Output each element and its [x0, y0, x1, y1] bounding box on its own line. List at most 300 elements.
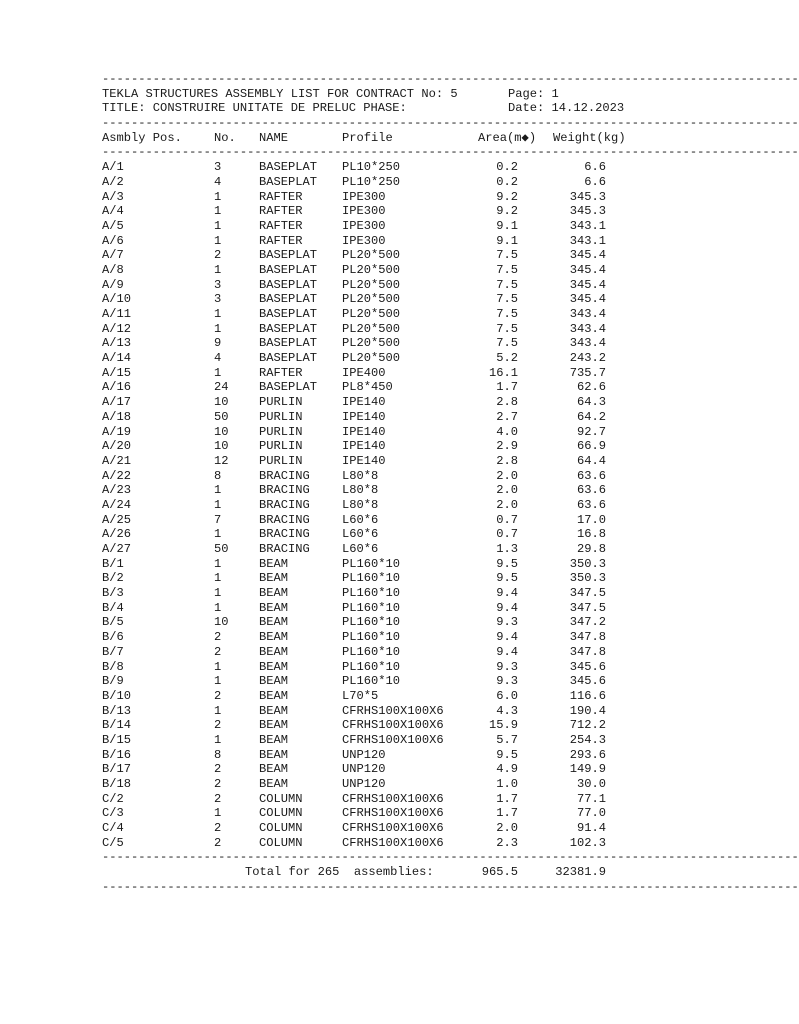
- cell-no: 2: [214, 644, 222, 659]
- cell-pos: B/5: [102, 615, 124, 630]
- cell-weight: 16.8: [576, 527, 606, 542]
- cell-pos: A/5: [102, 218, 124, 233]
- table-row: [102, 322, 660, 337]
- cell-name: BASEPLAT: [259, 160, 318, 175]
- cell-profile: CFRHS100X100X6: [342, 718, 444, 733]
- cell-name: BASEPLAT: [259, 321, 318, 336]
- cell-no: 24: [214, 380, 229, 395]
- cell-profile: IPE140: [342, 439, 386, 454]
- cell-pos: C/3: [102, 806, 124, 821]
- cell-name: BEAM: [259, 747, 289, 762]
- table-row: [102, 513, 660, 528]
- cell-pos: A/26: [102, 527, 132, 542]
- cell-weight: 347.8: [569, 644, 606, 659]
- cell-no: 2: [214, 248, 222, 263]
- cell-name: BRACING: [259, 542, 310, 556]
- cell-weight: 190.4: [569, 703, 606, 718]
- cell-name: BEAM: [259, 732, 289, 747]
- cell-pos: A/15: [102, 365, 132, 380]
- cell-weight: 64.2: [576, 409, 606, 424]
- cell-weight: 64.4: [576, 453, 606, 468]
- cell-profile: CFRHS100X100X6: [342, 821, 444, 836]
- table-row: [102, 175, 660, 190]
- cell-no: 1: [214, 497, 222, 512]
- table-row: [102, 542, 660, 557]
- table-row: [102, 160, 660, 175]
- cell-weight: 102.3: [569, 835, 606, 850]
- cell-name: RAFTER: [259, 204, 303, 219]
- cell-weight: 347.5: [569, 600, 606, 615]
- cell-name: BEAM: [259, 615, 289, 630]
- cell-weight: 345.6: [569, 674, 606, 689]
- cell-weight: 149.9: [569, 762, 606, 777]
- cell-area: 1.3: [496, 542, 518, 556]
- cell-area: 9.2: [496, 189, 518, 204]
- cell-profile: CFRHS100X100X6: [342, 791, 444, 806]
- cell-weight: 66.9: [576, 439, 606, 454]
- cell-profile: UNP120: [342, 747, 386, 762]
- table-row: [102, 351, 660, 366]
- cell-area: 2.0: [496, 821, 518, 836]
- cell-name: BEAM: [259, 556, 289, 571]
- cell-weight: 64.3: [576, 395, 606, 410]
- total-area: 965.5: [481, 865, 518, 880]
- cell-weight: 343.1: [569, 233, 606, 248]
- cell-no: 2: [214, 688, 222, 703]
- cell-area: 9.5: [496, 747, 518, 762]
- cell-profile: IPE140: [342, 409, 386, 424]
- cell-weight: 345.4: [569, 292, 606, 307]
- cell-profile: CFRHS100X100X6: [342, 806, 444, 821]
- cell-no: 2: [214, 791, 222, 806]
- cell-profile: CFRHS100X100X6: [342, 703, 444, 718]
- cell-area: 2.0: [496, 468, 518, 483]
- cell-profile: PL160*10: [342, 586, 401, 601]
- table-row: [102, 821, 660, 836]
- cell-no: 1: [214, 233, 222, 248]
- cell-weight: 350.3: [569, 556, 606, 571]
- cell-weight: 62.6: [576, 380, 606, 395]
- cell-area: 9.4: [496, 630, 518, 645]
- table-row: [102, 307, 660, 322]
- table-row: [102, 836, 660, 851]
- cell-name: BASEPLAT: [259, 307, 318, 321]
- table-row: [102, 527, 660, 542]
- cell-pos: A/11: [102, 307, 132, 321]
- table-row: [102, 469, 660, 484]
- cell-name: BRACING: [259, 512, 310, 527]
- table-row: [102, 278, 660, 293]
- cell-area: 4.0: [496, 424, 518, 439]
- cell-profile: CFRHS100X100X6: [342, 732, 444, 747]
- table-row: [102, 762, 660, 777]
- table-row: [102, 748, 660, 763]
- cell-name: BASEPLAT: [259, 277, 318, 292]
- cell-pos: B/15: [102, 732, 132, 747]
- cell-pos: B/3: [102, 586, 124, 601]
- cell-profile: PL160*10: [342, 659, 401, 674]
- cell-no: 1: [214, 189, 222, 204]
- cell-name: BEAM: [259, 600, 289, 615]
- cell-profile: L70*5: [342, 688, 379, 703]
- cell-no: 2: [214, 777, 222, 791]
- cell-profile: PL20*500: [342, 336, 401, 351]
- table-row: [102, 557, 660, 572]
- cell-area: 1.7: [496, 806, 518, 821]
- col-header-area: Area(m◆): [478, 130, 537, 145]
- cell-weight: 343.1: [569, 218, 606, 233]
- cell-pos: B/8: [102, 659, 124, 674]
- cell-weight: 29.8: [576, 542, 606, 556]
- cell-weight: 6.6: [584, 160, 606, 175]
- cell-no: 2: [214, 762, 222, 777]
- cell-weight: 30.0: [576, 777, 606, 791]
- cell-area: 0.7: [496, 527, 518, 542]
- cell-no: 9: [214, 336, 222, 351]
- cell-weight: 6.6: [584, 174, 606, 189]
- cell-profile: IPE140: [342, 453, 386, 468]
- cell-area: 7.5: [496, 277, 518, 292]
- cell-weight: 712.2: [569, 718, 606, 733]
- cell-area: 2.0: [496, 497, 518, 512]
- cell-name: BEAM: [259, 630, 289, 645]
- cell-profile: PL20*500: [342, 248, 401, 263]
- cell-no: 1: [214, 659, 222, 674]
- cell-no: 1: [214, 527, 222, 542]
- table-row: [102, 571, 660, 586]
- cell-name: BEAM: [259, 703, 289, 718]
- cell-profile: L80*8: [342, 468, 379, 483]
- cell-weight: 345.3: [569, 189, 606, 204]
- cell-weight: 347.2: [569, 615, 606, 630]
- cell-profile: IPE140: [342, 395, 386, 410]
- cell-pos: A/22: [102, 468, 132, 483]
- table-row: [102, 410, 660, 425]
- cell-name: BASEPLAT: [259, 380, 318, 395]
- cell-weight: 243.2: [569, 351, 606, 366]
- table-row: [102, 718, 660, 733]
- cell-area: 9.4: [496, 600, 518, 615]
- cell-profile: L60*6: [342, 527, 379, 542]
- cell-pos: B/1: [102, 556, 124, 571]
- cell-name: RAFTER: [259, 189, 303, 204]
- cell-no: 2: [214, 821, 222, 836]
- col-header-weight: Weight(kg): [553, 130, 626, 145]
- table-row: [102, 615, 660, 630]
- cell-no: 3: [214, 292, 222, 307]
- table-row: [102, 204, 660, 219]
- cell-name: PURLIN: [259, 453, 303, 468]
- cell-weight: 735.7: [569, 365, 606, 380]
- cell-profile: IPE140: [342, 424, 386, 439]
- cell-area: 9.3: [496, 615, 518, 630]
- cell-profile: IPE300: [342, 233, 386, 248]
- total-label: Total for 265 assemblies:: [245, 865, 434, 880]
- total-weight: 32381.9: [555, 865, 606, 880]
- cell-name: BASEPLAT: [259, 351, 318, 366]
- cell-area: 0.2: [496, 174, 518, 189]
- cell-profile: IPE300: [342, 189, 386, 204]
- cell-name: BEAM: [259, 586, 289, 601]
- cell-area: 5.2: [496, 351, 518, 366]
- cell-pos: A/3: [102, 189, 124, 204]
- cell-area: 9.1: [496, 233, 518, 248]
- cell-no: 1: [214, 600, 222, 615]
- cell-name: PURLIN: [259, 395, 303, 410]
- cell-area: 7.5: [496, 321, 518, 336]
- cell-weight: 350.3: [569, 571, 606, 586]
- cell-profile: PL160*10: [342, 556, 401, 571]
- table-row: [102, 292, 660, 307]
- cell-pos: A/2: [102, 174, 124, 189]
- cell-weight: 345.4: [569, 277, 606, 292]
- cell-weight: 347.8: [569, 630, 606, 645]
- assembly-table-body: [102, 160, 660, 850]
- cell-pos: A/10: [102, 292, 132, 307]
- cell-area: 9.2: [496, 204, 518, 219]
- cell-profile: PL20*500: [342, 262, 401, 277]
- col-header-name: NAME: [259, 130, 289, 145]
- cell-weight: 91.4: [576, 821, 606, 836]
- col-header-pos: Asmbly Pos.: [102, 130, 182, 145]
- cell-weight: 17.0: [576, 512, 606, 527]
- cell-area: 7.5: [496, 292, 518, 307]
- cell-pos: B/17: [102, 762, 132, 777]
- cell-area: 1.7: [496, 791, 518, 806]
- cell-weight: 293.6: [569, 747, 606, 762]
- page-number: Page: 1: [508, 86, 559, 101]
- cell-no: 10: [214, 424, 229, 439]
- cell-name: BEAM: [259, 644, 289, 659]
- cell-pos: C/2: [102, 791, 124, 806]
- cell-area: 7.5: [496, 336, 518, 351]
- cell-no: 1: [214, 674, 222, 689]
- cell-name: BEAM: [259, 571, 289, 586]
- cell-area: 0.2: [496, 160, 518, 175]
- cell-profile: UNP120: [342, 762, 386, 777]
- column-header-row: [102, 131, 660, 146]
- cell-name: PURLIN: [259, 439, 303, 454]
- cell-area: 15.9: [488, 718, 518, 733]
- cell-no: 1: [214, 204, 222, 219]
- cell-pos: A/4: [102, 204, 124, 219]
- cell-no: 8: [214, 468, 222, 483]
- cell-weight: 254.3: [569, 732, 606, 747]
- cell-name: BEAM: [259, 688, 289, 703]
- cell-name: COLUMN: [259, 821, 303, 836]
- cell-profile: PL20*500: [342, 292, 401, 307]
- cell-pos: A/7: [102, 248, 124, 263]
- cell-pos: A/23: [102, 483, 132, 498]
- cell-no: 2: [214, 718, 222, 733]
- cell-area: 9.5: [496, 571, 518, 586]
- table-row: [102, 395, 660, 410]
- cell-name: BASEPLAT: [259, 248, 318, 263]
- report-subtitle-row: [102, 101, 660, 116]
- cell-name: BASEPLAT: [259, 262, 318, 277]
- cell-area: 1.0: [496, 777, 518, 791]
- cell-area: 2.0: [496, 483, 518, 498]
- cell-pos: B/18: [102, 777, 132, 791]
- cell-no: 1: [214, 806, 222, 821]
- cell-pos: A/1: [102, 160, 124, 175]
- cell-area: 9.4: [496, 586, 518, 601]
- cell-area: 2.9: [496, 439, 518, 454]
- cell-no: 2: [214, 630, 222, 645]
- cell-weight: 347.5: [569, 586, 606, 601]
- table-row: [102, 263, 660, 278]
- cell-no: 1: [214, 556, 222, 571]
- table-row: [102, 733, 660, 748]
- cell-no: 1: [214, 732, 222, 747]
- cell-name: BASEPLAT: [259, 336, 318, 351]
- table-row: [102, 674, 660, 689]
- table-row: [102, 601, 660, 616]
- table-row: [102, 689, 660, 704]
- cell-no: 1: [214, 321, 222, 336]
- table-row: [102, 660, 660, 675]
- cell-name: RAFTER: [259, 233, 303, 248]
- cell-area: 9.5: [496, 556, 518, 571]
- table-row: [102, 454, 660, 469]
- table-row: [102, 248, 660, 263]
- cell-profile: PL10*250: [342, 160, 401, 175]
- cell-name: RAFTER: [259, 218, 303, 233]
- cell-profile: IPE300: [342, 204, 386, 219]
- cell-name: BASEPLAT: [259, 174, 318, 189]
- rule-total-top: ------------------------------------------------------------------------------------------------: [102, 850, 799, 865]
- cell-name: BASEPLAT: [259, 292, 318, 307]
- table-row: [102, 704, 660, 719]
- cell-no: 1: [214, 571, 222, 586]
- cell-weight: 63.6: [576, 483, 606, 498]
- table-row: [102, 234, 660, 249]
- table-row: [102, 483, 660, 498]
- col-header-profile: Profile: [342, 130, 393, 145]
- cell-no: 1: [214, 262, 222, 277]
- cell-profile: PL20*500: [342, 277, 401, 292]
- cell-pos: A/8: [102, 262, 124, 277]
- cell-pos: A/25: [102, 512, 132, 527]
- table-row: [102, 498, 660, 513]
- cell-pos: B/10: [102, 688, 132, 703]
- cell-no: 4: [214, 351, 222, 366]
- cell-profile: IPE300: [342, 218, 386, 233]
- cell-area: 9.1: [496, 218, 518, 233]
- cell-no: 3: [214, 277, 222, 292]
- total-row: [102, 865, 660, 880]
- cell-name: COLUMN: [259, 835, 303, 850]
- table-row: [102, 806, 660, 821]
- cell-name: BEAM: [259, 659, 289, 674]
- cell-no: 1: [214, 218, 222, 233]
- cell-profile: L80*8: [342, 497, 379, 512]
- rule-header-bottom: ------------------------------------------------------------------------------------------------: [102, 145, 799, 160]
- cell-no: 50: [214, 542, 229, 556]
- cell-no: 7: [214, 512, 222, 527]
- cell-no: 1: [214, 483, 222, 498]
- table-row: [102, 336, 660, 351]
- cell-profile: CFRHS100X100X6: [342, 835, 444, 850]
- cell-pos: A/19: [102, 424, 132, 439]
- cell-area: 9.3: [496, 659, 518, 674]
- table-row: [102, 630, 660, 645]
- cell-area: 7.5: [496, 307, 518, 321]
- table-row: [102, 219, 660, 234]
- cell-weight: 63.6: [576, 497, 606, 512]
- cell-weight: 116.6: [569, 688, 606, 703]
- cell-pos: A/13: [102, 336, 132, 351]
- rule-header-top: ------------------------------------------------------------------------------------------------: [102, 116, 799, 131]
- cell-area: 5.7: [496, 732, 518, 747]
- cell-weight: 92.7: [576, 424, 606, 439]
- cell-no: 4: [214, 174, 222, 189]
- cell-name: BRACING: [259, 483, 310, 498]
- cell-pos: B/13: [102, 703, 132, 718]
- cell-weight: 345.4: [569, 248, 606, 263]
- cell-no: 8: [214, 747, 222, 762]
- cell-area: 6.0: [496, 688, 518, 703]
- cell-name: BRACING: [259, 497, 310, 512]
- cell-weight: 77.1: [576, 791, 606, 806]
- assembly-list-report: [102, 72, 799, 895]
- cell-area: 2.3: [496, 835, 518, 850]
- cell-name: COLUMN: [259, 806, 303, 821]
- cell-no: 12: [214, 453, 229, 468]
- cell-weight: 345.4: [569, 262, 606, 277]
- cell-profile: PL160*10: [342, 630, 401, 645]
- cell-pos: A/6: [102, 233, 124, 248]
- cell-name: BRACING: [259, 527, 310, 542]
- table-row: [102, 777, 660, 792]
- cell-weight: 343.4: [569, 307, 606, 321]
- cell-name: BEAM: [259, 777, 289, 791]
- cell-no: 2: [214, 835, 222, 850]
- cell-pos: C/4: [102, 821, 124, 836]
- cell-pos: A/18: [102, 409, 132, 424]
- cell-name: BRACING: [259, 468, 310, 483]
- cell-weight: 77.0: [576, 806, 606, 821]
- cell-area: 4.9: [496, 762, 518, 777]
- cell-name: RAFTER: [259, 365, 303, 380]
- cell-no: 10: [214, 439, 229, 454]
- cell-pos: A/17: [102, 395, 132, 410]
- cell-profile: L80*8: [342, 483, 379, 498]
- cell-profile: L60*6: [342, 542, 379, 556]
- table-row: [102, 645, 660, 660]
- cell-pos: A/21: [102, 453, 132, 468]
- cell-weight: 345.3: [569, 204, 606, 219]
- cell-profile: PL20*500: [342, 321, 401, 336]
- cell-no: 10: [214, 615, 229, 630]
- cell-area: 2.8: [496, 453, 518, 468]
- cell-weight: 345.6: [569, 659, 606, 674]
- cell-no: 1: [214, 703, 222, 718]
- cell-profile: PL20*500: [342, 351, 401, 366]
- cell-name: PURLIN: [259, 424, 303, 439]
- table-row: [102, 380, 660, 395]
- cell-weight: 63.6: [576, 468, 606, 483]
- cell-area: 16.1: [488, 365, 518, 380]
- cell-name: COLUMN: [259, 791, 303, 806]
- cell-pos: C/5: [102, 835, 124, 850]
- cell-profile: PL20*500: [342, 307, 401, 321]
- cell-pos: B/2: [102, 571, 124, 586]
- cell-profile: PL10*250: [342, 174, 401, 189]
- table-row: [102, 190, 660, 205]
- cell-area: 2.7: [496, 409, 518, 424]
- cell-area: 7.5: [496, 248, 518, 263]
